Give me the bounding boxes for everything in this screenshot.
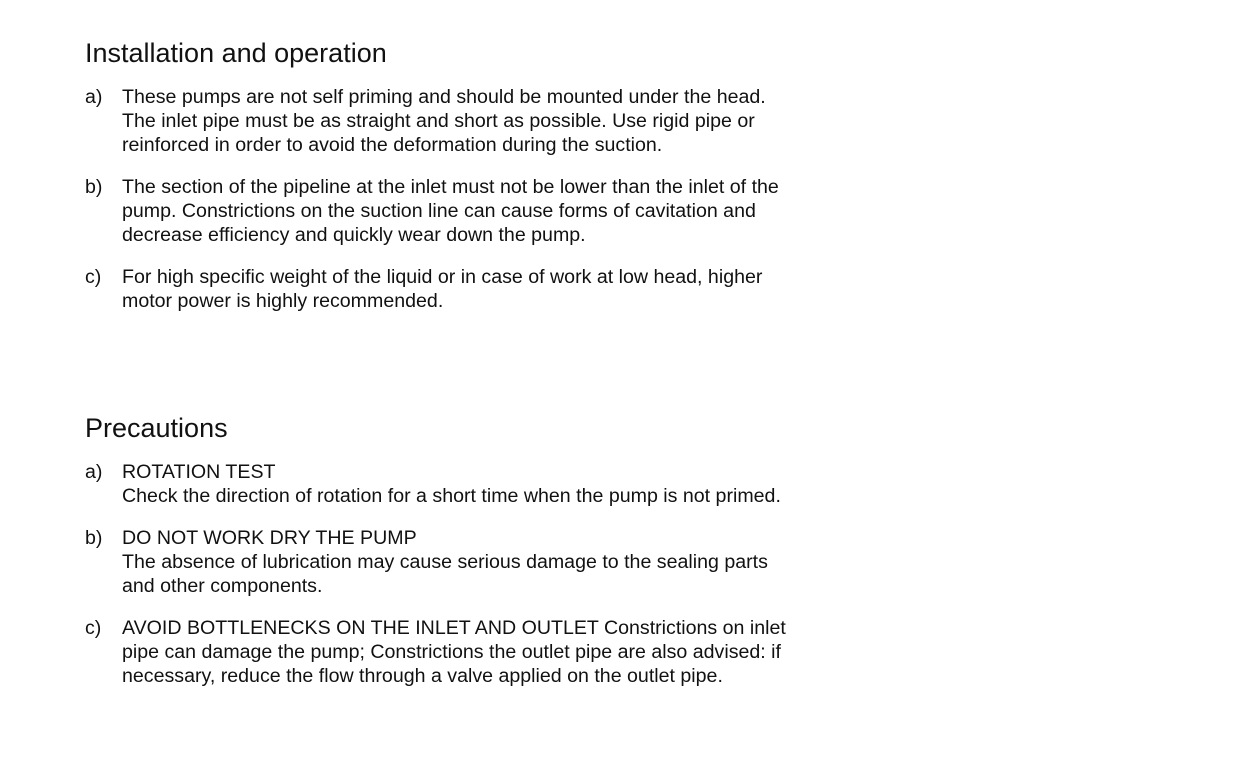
- list-item-text: [122, 175, 845, 247]
- text-line: Check the direction of rotation for a short time when the pump is not primed.: [122, 485, 781, 507]
- list-item: [85, 526, 845, 598]
- list-item: [85, 265, 845, 313]
- list-item-text: [122, 460, 845, 508]
- precautions-list: [85, 460, 845, 688]
- text-line: ROTATION TEST: [122, 461, 276, 483]
- list-marker: a): [85, 86, 103, 108]
- installation-list: [85, 85, 845, 313]
- text-line: pump. Constrictions on the suction line can cause forms of cavitation and: [122, 200, 756, 222]
- installation-section: [85, 36, 845, 331]
- text-line: The section of the pipeline at the inlet must not be lower than the inlet of the: [122, 176, 779, 198]
- text-line: necessary, reduce the flow through a valve applied on the outlet pipe.: [122, 665, 723, 687]
- text-line: and other components.: [122, 575, 323, 597]
- text-line: motor power is highly recommended.: [122, 290, 444, 312]
- list-item: [85, 175, 845, 247]
- list-item-text: [122, 526, 845, 598]
- precautions-section: [85, 411, 845, 706]
- text-line: reinforced in order to avoid the deformation during the suction.: [122, 134, 663, 156]
- list-item: [85, 85, 845, 157]
- text-line: AVOID BOTTLENECKS ON THE INLET AND OUTLET Constrictions on inlet: [122, 617, 786, 639]
- list-marker: b): [85, 527, 103, 549]
- list-item-text: [122, 265, 845, 313]
- list-item: [85, 460, 845, 508]
- list-marker: c): [85, 266, 102, 288]
- text-line: These pumps are not self priming and should be mounted under the head.: [122, 86, 766, 108]
- text-line: DO NOT WORK DRY THE PUMP: [122, 527, 417, 549]
- list-marker: a): [85, 461, 103, 483]
- text-line: pipe can damage the pump; Constrictions the outlet pipe are also advised: if: [122, 641, 781, 663]
- list-marker: b): [85, 176, 103, 198]
- text-line: For high specific weight of the liquid or in case of work at low head, higher: [122, 266, 763, 288]
- list-item-text: [122, 616, 845, 688]
- list-item: [85, 616, 845, 688]
- list-marker: c): [85, 617, 102, 639]
- precautions-heading: Precautions: [85, 413, 228, 443]
- text-line: The absence of lubrication may cause serious damage to the sealing parts: [122, 551, 768, 573]
- list-item-text: [122, 85, 845, 157]
- installation-heading: Installation and operation: [85, 38, 387, 68]
- text-line: The inlet pipe must be as straight and short as possible. Use rigid pipe or: [122, 110, 755, 132]
- text-line: decrease efficiency and quickly wear down the pump.: [122, 224, 586, 246]
